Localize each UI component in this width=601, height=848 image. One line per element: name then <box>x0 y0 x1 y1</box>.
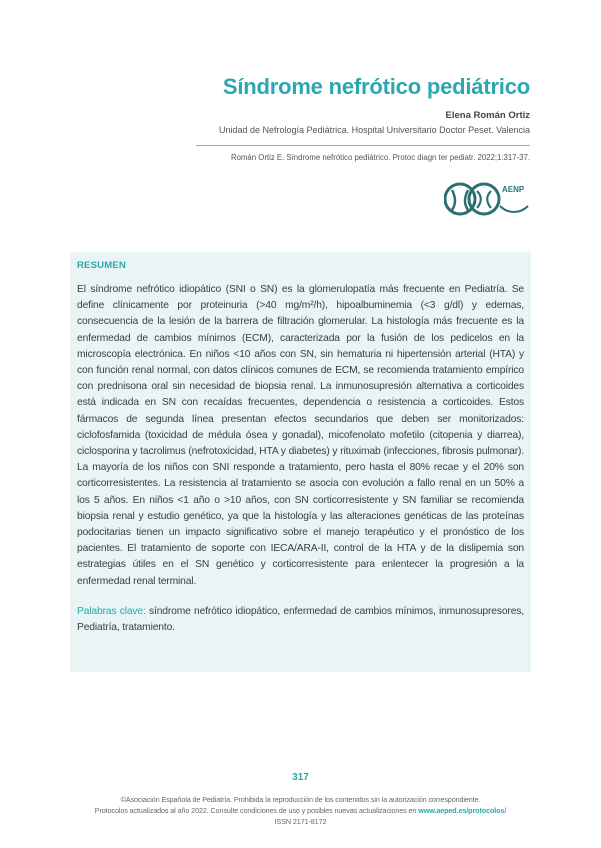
author-affiliation: Unidad de Nefrología Pediátrica. Hospital Universitario Doctor Peset. Valencia <box>219 125 530 135</box>
author-name: Elena Román Ortiz <box>445 110 530 121</box>
footer-protocols-text: Protocolos actualizados al año 2022. Consulte condiciones de uso y posibles nuevas actualizaciones en <box>94 806 419 815</box>
abstract-heading: RESUMEN <box>77 260 126 271</box>
keywords-text: síndrome nefrótico idiopático, enfermedad de cambios mínimos, inmunosupresores, Pediatría, tratamiento. <box>77 605 524 634</box>
citation-line: Román Ortiz E. Síndrome nefrótico pediátrico. Protoc diagn ter pediatr. 2022;1:317-37. <box>230 153 530 162</box>
aenp-logo <box>444 180 530 218</box>
keywords-paragraph <box>77 604 524 636</box>
footer-copyright: ©Asociación Española de Pediatría. Prohibida la reproducción de los contenidos sin la autorización correspondiente. <box>120 795 481 804</box>
logo-text: AENP <box>502 185 525 194</box>
header-divider <box>196 145 530 146</box>
abstract-box <box>70 252 531 672</box>
aenp-logo-graphic <box>444 180 530 218</box>
page-number: 317 <box>292 772 309 783</box>
protocols-link[interactable]: www.aeped.es/protocolos/ <box>418 806 507 815</box>
footer-protocols <box>0 806 601 815</box>
footer-issn: ISSN 2171-8172 <box>274 817 327 826</box>
keywords-label: Palabras clave: <box>77 605 146 617</box>
article-title: Síndrome nefrótico pediátrico <box>222 74 530 99</box>
abstract-body: El síndrome nefrótico idiopático (SNI o SN) es la glomerulopatía más frecuente en Pediatría. Se define clínicamente por proteinuria (>40 mg/m²/h), hipoalbuminemia (<3 g/dl) y edemas, consecuencia de la lesión de la barrera de filtración glomerular. La histología más frecuente es la enfermedad de cambios mínimos (ECM), caracterizada por la fusión de los pedicelos en la microscopía electrónica. En niños <10 años con SN, sin hematuria ni hipertensión arterial (HTA) y con función renal normal, con datos clínicos comunes de ECM, se recomienda tratamiento empírico con prednisona oral sin necesidad de biopsia renal. La inmunosupresión alternativa a corticoides está indicada en SN con recaídas frecuentes, dependencia o resistencia a corticoides. Estos fármacos de segunda línea presentan efectos secundarios que deben ser monitorizados: ciclofosfamida (toxicidad de médula ósea y gonadal), micofenolato mofetilo (citopenia y diarrea), ciclosporina y tacrolimus (nefrotoxicidad, HTA y diabetes) y rituximab (infecciones, fibrosis pulmonar). La mayoría de los niños con SNI responde a tratamiento, pero hasta el 80% recae y el 20% son corticorresistentes. La resistencia al tratamiento se asocia con evolución a fallo renal en un 50% a los 5 años. En niños <1 año o >10 años, con SN corticorresistente y SN familiar se recomienda biopsia renal y estudio genético, ya que la histología y las alteraciones genéticas de las proteínas podocitarias tienen un impacto significativo sobre el manejo terapéutico y el pronóstico de los pacientes. El tratamiento de soporte con IECA/ARA-II, control de la HTA y de la dislipemia son estrategias útiles en el SN genético y corticorresistente para enlentecer la progresión a la enfermedad renal terminal. <box>77 284 524 587</box>
